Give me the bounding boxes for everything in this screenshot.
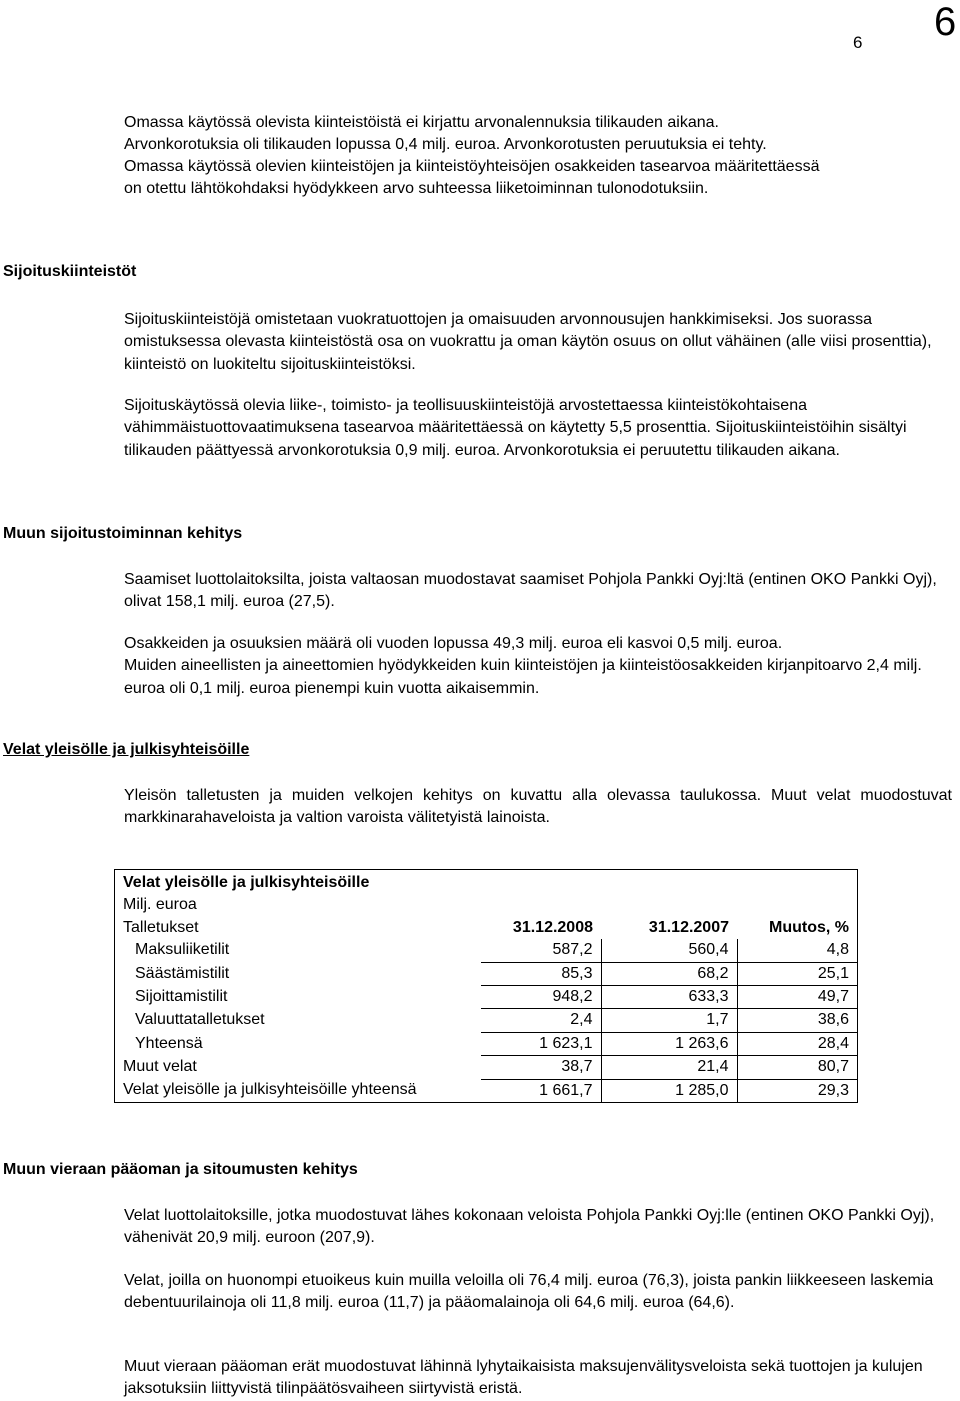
value-2008: 1 623,1: [481, 1032, 601, 1055]
intro-line-3: Omassa käytössä olevien kiinteistöjen ja kiinteistöyhteisöjen osakkeiden tasearvoa määritettäessä: [124, 158, 820, 175]
value-2007: 1,7: [601, 1009, 737, 1032]
heading-velat-yleisolle: Velat yleisölle ja julkisyhteisöille: [3, 741, 250, 758]
intro-line-1: Omassa käytössä olevista kiinteistöistä ei kirjattu arvonalennuksia tilikauden aikana.: [124, 114, 719, 131]
row-label: Maksuliiketilit: [135, 941, 230, 959]
value-2008: 38,7: [481, 1056, 601, 1079]
muun-sijoitustoiminnan-paragraph-2-line-1: Osakkeiden ja osuuksien määrä oli vuoden lopussa 49,3 milj. euroa eli kasvoi 0,5 milj. euroa.: [124, 635, 783, 652]
column-header-2008: 31.12.2008: [512, 918, 593, 936]
column-header-2007: 31.12.2007: [648, 918, 729, 936]
value-2008: 587,2: [481, 939, 601, 962]
value-2008: 1 661,7: [481, 1079, 601, 1102]
row-label: Velat yleisölle ja julkisyhteisöille yhteensä: [123, 1081, 417, 1099]
value-change: 4,8: [737, 939, 858, 962]
table-row: [115, 1032, 858, 1055]
page-number-large: 6: [934, 0, 957, 44]
muun-vieraan-paragraph-3: Muut vieraan pääoman erät muodostuvat lähinnä lyhytaikaisista maksujenvälitysveloista sekä tuottojen ja kulujen jaksotuksiin liittyvistä tilinpäätösvaiheen siirtyvistä eristä.: [124, 1358, 923, 1398]
table-row: [115, 1009, 858, 1032]
value-2008: 2,4: [481, 1009, 601, 1032]
value-change: 38,6: [737, 1009, 858, 1032]
heading-sijoituskiinteistot: Sijoituskiinteistöt: [3, 263, 137, 280]
value-change: 49,7: [737, 986, 858, 1009]
value-2007: 68,2: [601, 962, 737, 985]
table-row: [115, 1056, 858, 1079]
table-section-label: Talletukset: [123, 918, 199, 936]
value-change: 29,3: [737, 1079, 858, 1102]
table-row: [115, 986, 858, 1009]
muun-vieraan-paragraph-2: Velat, joilla on huonompi etuoikeus kuin muilla veloilla oli 76,4 milj. euroa (76,3), joista pankin liikkeeseen laskemia debentuurilainoja oli 11,8 milj. euroa (11,7) ja pääomalainoja oli 64,6 milj. euroa (64,6).: [124, 1272, 934, 1312]
value-2007: 1 285,0: [601, 1079, 737, 1102]
row-label: Valuuttatalletukset: [135, 1011, 265, 1029]
value-2008: 948,2: [481, 986, 601, 1009]
table-title: Velat yleisölle ja julkisyhteisöille: [123, 874, 370, 891]
table-row: [115, 1079, 858, 1102]
row-label: Yhteensä: [135, 1034, 203, 1052]
value-2007: 560,4: [601, 939, 737, 962]
row-label: Säästämistilit: [135, 964, 230, 982]
intro-line-2: Arvonkorotuksia oli tilikauden lopussa 0,4 milj. euroa. Arvonkorotusten peruutuksia ei tehty.: [124, 136, 767, 153]
page-number-small: 6: [853, 33, 863, 52]
deposits-table: [114, 869, 858, 1103]
table-header-row: [115, 917, 858, 939]
heading-muun-sijoitustoiminnan-kehitys: Muun sijoitustoiminnan kehitys: [3, 525, 243, 542]
intro-line-4: on otettu lähtökohdaksi hyödykkeen arvo suhteessa liiketoiminnan tulonodotuksiin.: [124, 180, 709, 197]
heading-muun-vieraan-paaoman: Muun vieraan pääoman ja sitoumusten kehitys: [3, 1161, 358, 1178]
table-unit: Milj. euroa: [123, 896, 197, 914]
muun-sijoitustoiminnan-paragraph-2-rest: Muiden aineellisten ja aineettomien hyödykkeiden kuin kiinteistöjen ja kiinteistöosakkeiden kirjanpitoarvo 2,4 milj. euroa oli 0,1 milj. euroa pienempi kuin vuotta aikaisemmin.: [124, 657, 922, 697]
row-label: Sijoittamistilit: [135, 988, 228, 1006]
value-change: 25,1: [737, 962, 858, 985]
value-2008: 85,3: [481, 962, 601, 985]
value-change: 80,7: [737, 1056, 858, 1079]
value-2007: 633,3: [601, 986, 737, 1009]
muun-sijoitustoiminnan-paragraph-2: [124, 633, 952, 700]
value-2007: 21,4: [601, 1056, 737, 1079]
value-change: 28,4: [737, 1032, 858, 1055]
column-header-change: Muutos, %: [769, 918, 849, 936]
velat-yleisolle-paragraph: Yleisön talletusten ja muiden velkojen kehitys on kuvattu alla olevassa taulukossa. Muut velat muodostuvat markkinarahaveloista ja valtion varoista välitetyistä lainoista.: [124, 787, 952, 827]
sijoituskiinteistot-paragraph-2: Sijoituskäytössä olevia liike-, toimisto- ja teollisuuskiinteistöjä arvostettaessa kiinteistökohtaisena vähimmäistuottovaatimuksena tasearvoa määritettäessä on käytetty 5,5 prosenttia. Sijoituskiinteistöihin sisältyi tilikauden päättyessä arvonkorotuksia 0,9 milj. euroa. Arvonkorotuksia ei peruutettu tilikauden aikana.: [124, 397, 907, 459]
table-row: [115, 939, 858, 962]
intro-paragraph: [124, 112, 952, 200]
row-label: Muut velat: [123, 1058, 197, 1076]
muun-vieraan-paragraph-1: Velat luottolaitoksille, jotka muodostuvat lähes kokonaan veloista Pohjola Pankki Oyj:lle (entinen OKO Pankki Oyj), vähenivät 20,9 milj. euroon (207,9).: [124, 1207, 935, 1247]
muun-sijoitustoiminnan-paragraph-1: Saamiset luottolaitoksilta, joista valtaosan muodostavat saamiset Pohjola Pankki Oyj:ltä (entinen OKO Pankki Oyj), olivat 158,1 milj. euroa (27,5).: [124, 571, 937, 611]
sijoituskiinteistot-paragraph-1: Sijoituskiinteistöjä omistetaan vuokratuottojen ja omaisuuden arvonnousujen hankkimiseksi. Jos suorassa omistuksessa olevasta kiinteistöstä osa on vuokrattu ja oman käytön osuus on ollut vähäinen (alle viisi prosenttia), kiinteistö on luokiteltu sijoituskiinteistöksi.: [124, 311, 932, 373]
table-row: [115, 962, 858, 985]
value-2007: 1 263,6: [601, 1032, 737, 1055]
